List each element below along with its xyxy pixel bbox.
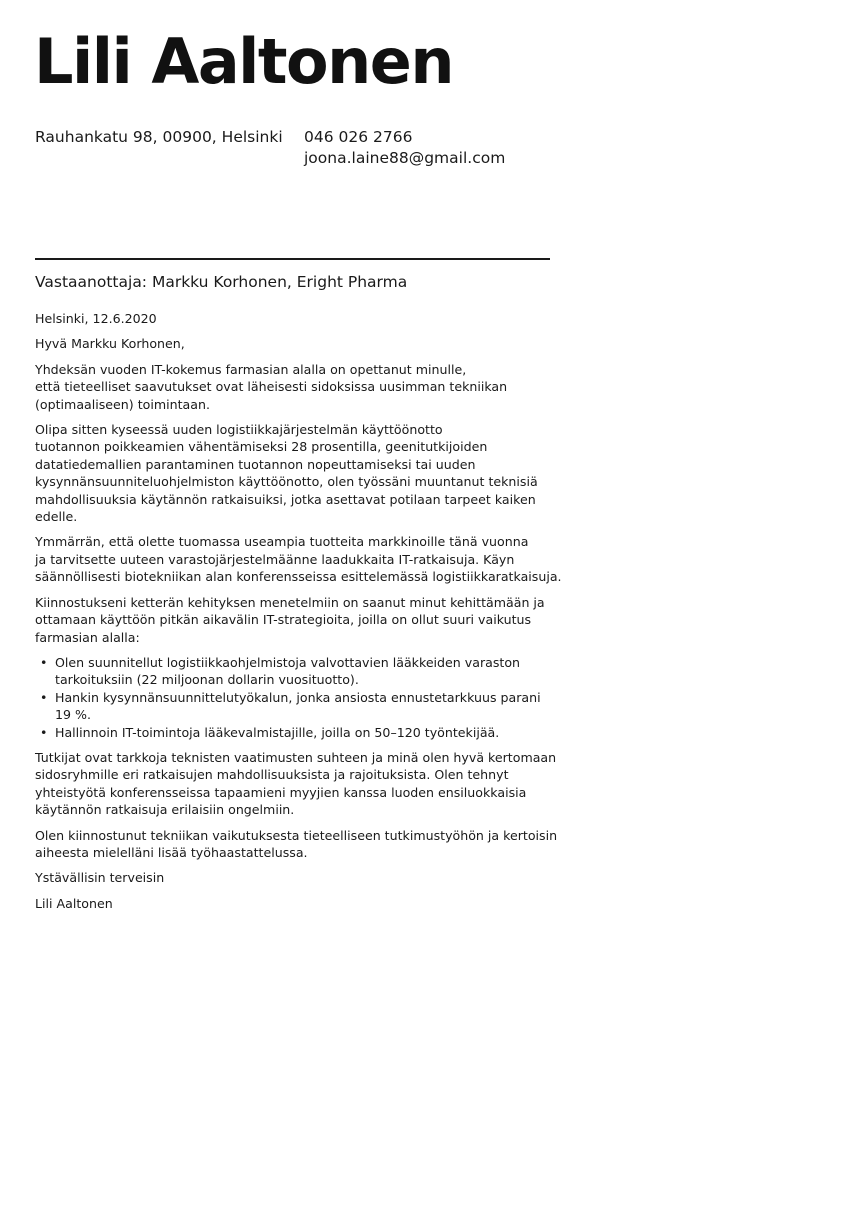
text-line: Hankin kysynnänsuunnittelutyökalun, jonka ansiosta ennustetarkkuus parani	[55, 689, 541, 705]
header-divider	[35, 258, 550, 260]
text-line: 19 %.	[55, 707, 91, 723]
bullet-point: •	[40, 654, 48, 670]
signature-name: Lili Aaltonen	[35, 895, 113, 911]
list-item	[40, 654, 555, 689]
text-line: datatiedemallien parantaminen tuotannon nopeuttamiseksi tai uuden	[35, 456, 476, 472]
contact-details	[304, 127, 505, 169]
greeting: Hyvä Markku Korhonen,	[35, 336, 185, 352]
text-line: ja tarvitsette uuteen varastojärjestelmäänne laadukkaita IT-ratkaisuja. Käyn	[35, 551, 515, 567]
paragraph-3	[35, 533, 562, 585]
text-line: aiheesta mielelläni lisää työhaastattelussa.	[35, 844, 308, 860]
text-line: Hallinnoin IT-toimintoja lääkevalmistajille, joilla on 50–120 työntekijää.	[55, 724, 500, 740]
achievements-list	[35, 654, 555, 741]
bullet-point: •	[40, 724, 48, 740]
text-line: Kiinnostukseni ketterän kehityksen menetelmiin on saanut minut kehittämään ja	[35, 594, 545, 610]
letter-body	[35, 310, 562, 920]
text-line: kysynnänsuunniteluohjelmiston käyttöönotto, olen työssäni muuntanut teknisiä	[35, 474, 538, 490]
text-line: sidosryhmille eri ratkaisujen mahdollisuuksista ja rajoituksista. Olen tehnyt	[35, 767, 509, 783]
text-line: yhteistyötä konferensseissa tapaamieni myyjien kanssa luoden ensiluokkaisia	[35, 784, 527, 800]
text-line: Ymmärrän, että olette tuomassa useampia tuotteita markkinoille tänä vuonna	[35, 534, 529, 550]
text-line: ottamaan käyttöön pitkän aikavälin IT-strategioita, joilla on ollut suuri vaikutus	[35, 612, 532, 628]
text-line: (optimaaliseen) toimintaan.	[35, 396, 210, 412]
text-line: Olipa sitten kyseessä uuden logistiikkajärjestelmän käyttöönotto	[35, 422, 443, 438]
text-line: että tieteelliset saavutukset ovat läheisesti sidoksissa uusimman tekniikan	[35, 379, 508, 395]
text-line: Yhdeksän vuoden IT-kokemus farmasian alalla on opettanut minulle,	[35, 361, 467, 377]
text-line: Tutkijat ovat tarkkoja teknisten vaatimusten suhteen ja minä olen hyvä kertomaan	[35, 749, 557, 765]
text-line: mahdollisuuksia käytännön ratkaisuiksi, jotka asettavat potilaan tarpeet kaiken	[35, 491, 536, 507]
text-line: tuotannon poikkeamien vähentämiseksi 28 prosentilla, geenitutkijoiden	[35, 439, 488, 455]
paragraph-5	[35, 749, 555, 819]
text-line: säännöllisesti biotekniikan alan konferensseissa esittelemässä logistiikkaratkaisuja.	[35, 569, 562, 585]
phone-number: 046 026 2766	[304, 128, 413, 146]
text-line: Olen kiinnostunut tekniikan vaikutuksesta tieteelliseen tutkimustyöhön ja kertoisin	[35, 827, 558, 843]
list-item	[40, 689, 555, 724]
text-line: farmasian alalla:	[35, 629, 140, 645]
paragraph-6	[35, 827, 558, 862]
list-item	[40, 724, 555, 741]
text-line: Olen suunnitellut logistiikkaohjelmistoja valvottavien lääkkeiden varaston	[55, 654, 521, 670]
paragraph-2	[35, 421, 555, 525]
closing: Ystävällisin terveisin	[35, 870, 165, 886]
address: Rauhankatu 98, 00900, Helsinki	[35, 128, 283, 146]
applicant-name: Lili Aaltonen	[34, 25, 453, 98]
text-line: edelle.	[35, 509, 78, 525]
text-line: käytännön ratkaisuja erilaisiin ongelmiin.	[35, 802, 295, 818]
date-place: Helsinki, 12.6.2020	[35, 311, 157, 326]
paragraph-1	[35, 361, 555, 413]
email-address: joona.laine88@gmail.com	[304, 149, 506, 167]
bullet-point: •	[40, 689, 48, 705]
text-line: tarkoituksiin (22 miljoonan dollarin vuosituotto).	[55, 672, 359, 688]
recipient-line: Vastaanottaja: Markku Korhonen, Eright Pharma	[35, 273, 408, 291]
paragraph-4	[35, 594, 555, 646]
